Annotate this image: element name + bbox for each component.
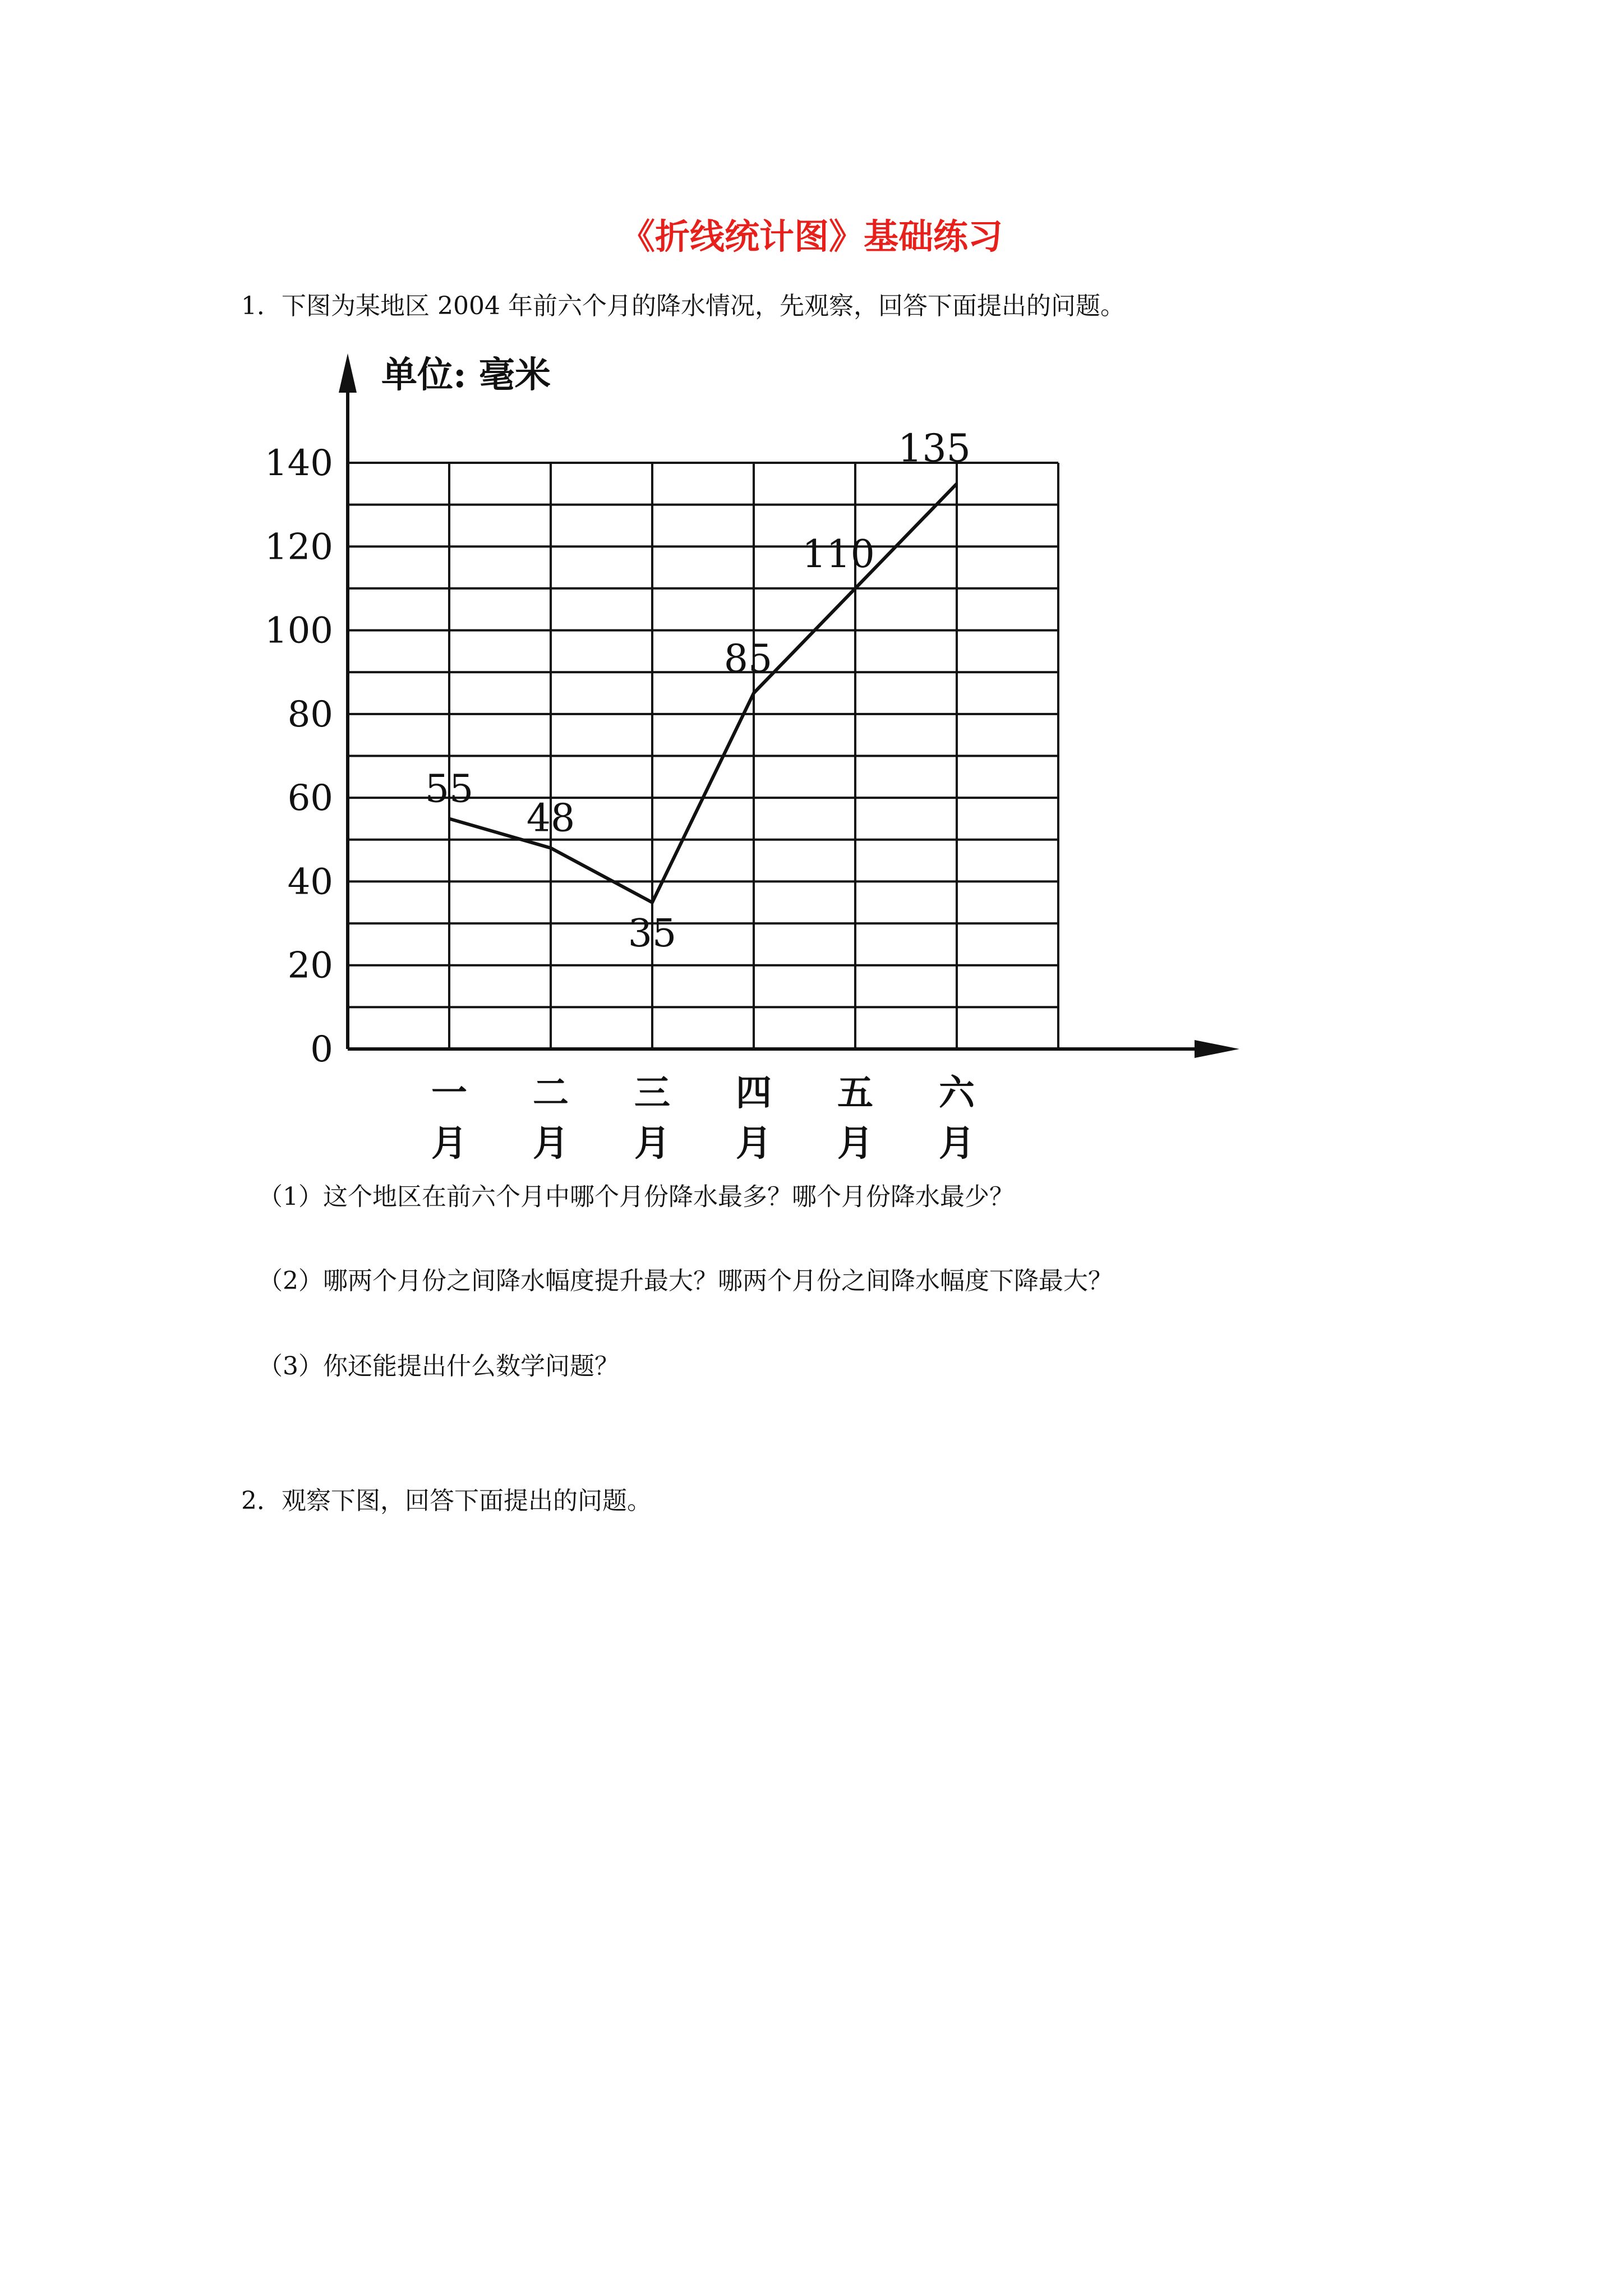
x-axis-arrow xyxy=(1195,1040,1239,1058)
y-tick-label: 120 xyxy=(264,526,333,568)
x-tick-label: 月 xyxy=(939,1122,975,1165)
x-tick-label: 月 xyxy=(431,1122,467,1165)
x-tick-label: 月 xyxy=(533,1122,569,1165)
data-label: 85 xyxy=(723,637,773,682)
chart-grid xyxy=(348,463,1058,1049)
x-tick-label: 四 xyxy=(736,1072,772,1114)
x-tick-label: 六 xyxy=(939,1072,975,1114)
rainfall-line-chart xyxy=(247,337,1256,1167)
y-tick-label: 0 xyxy=(310,1029,333,1070)
question-1-sub-2: （2）哪两个月份之间降水幅度提升最大？哪两个月份之间降水幅度下降最大？ xyxy=(258,1267,1113,1295)
data-label: 55 xyxy=(425,767,474,812)
x-tick-label: 三 xyxy=(634,1072,670,1114)
chart-unit-label: 单位: 毫米 xyxy=(381,354,551,396)
data-label: 35 xyxy=(628,911,677,956)
y-tick-label: 80 xyxy=(287,693,333,735)
question-2-text: 2．观察下图，回答下面提出的问题。 xyxy=(241,1487,652,1515)
x-tick-label: 一 xyxy=(431,1072,467,1114)
y-tick-label: 100 xyxy=(264,610,333,652)
y-tick-label: 40 xyxy=(287,861,333,903)
x-tick-label: 五 xyxy=(837,1072,873,1114)
y-tick-label: 60 xyxy=(287,777,333,820)
x-tick-label: 月 xyxy=(634,1122,670,1165)
x-tick-label: 月 xyxy=(837,1122,873,1165)
page-title: 《折线统计图》基础练习 xyxy=(620,216,1003,257)
chart-axes xyxy=(339,353,1239,1058)
question-1-sub-3: （3）你还能提出什么数学问题？ xyxy=(258,1352,619,1381)
y-tick-label: 140 xyxy=(264,443,333,484)
y-tick-label: 20 xyxy=(287,945,333,987)
question-1-text: 1．下图为某地区 2004 年前六个月的降水情况，先观察，回答下面提出的问题。 xyxy=(241,292,1125,320)
x-tick-label: 二 xyxy=(533,1072,569,1114)
question-1-sub-1: （1）这个地区在前六个月中哪个月份降水最多？哪个月份降水最少？ xyxy=(258,1182,1014,1211)
data-labels xyxy=(425,426,971,955)
y-tick-labels xyxy=(265,443,333,1070)
x-tick-label: 月 xyxy=(736,1122,772,1165)
data-label: 110 xyxy=(802,532,875,577)
x-tick-labels xyxy=(431,1072,975,1165)
y-axis-arrow xyxy=(339,353,357,393)
data-label: 135 xyxy=(898,426,971,471)
data-label: 48 xyxy=(526,796,575,841)
